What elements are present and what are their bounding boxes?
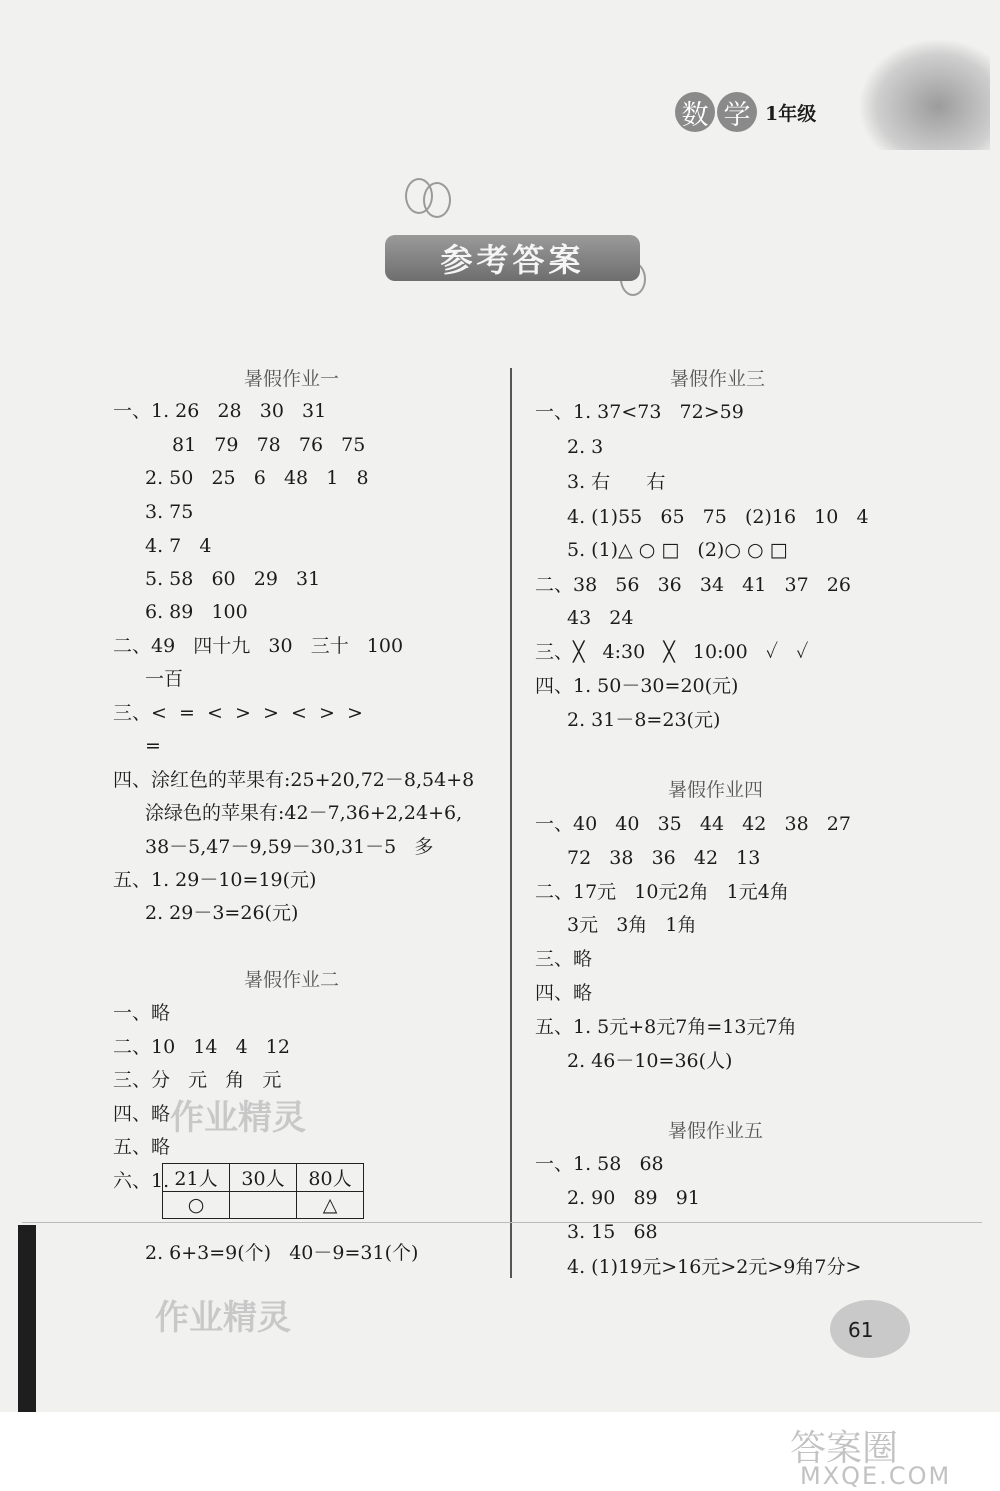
section-heading: 暑假作业三 (670, 368, 766, 390)
balloon-icon (423, 182, 451, 218)
answer-line: 5. (1)△ ○ □ (2)○ ○ □ (567, 539, 788, 561)
answer-line: 一、40 40 35 44 42 38 27 (535, 813, 851, 835)
answer-table (162, 1163, 364, 1219)
horizontal-rule (22, 1222, 982, 1223)
answer-line: 三、分 元 角 元 (113, 1069, 282, 1091)
grade-label: 1年级 (765, 102, 817, 125)
answer-line: 3. 右 右 (567, 471, 666, 493)
lotus-decoration (860, 40, 990, 150)
table-cell: 21人 (163, 1164, 230, 1192)
table-row (163, 1164, 364, 1192)
answer-line: 六、1. (113, 1170, 170, 1192)
table-cell (230, 1192, 297, 1219)
watermark-url: MXQE.COM (800, 1462, 952, 1490)
page-title: 参考答案 (385, 235, 640, 281)
answer-line: 三、╳ 4:30 ╳ 10:00 ✓ ✓ (535, 641, 809, 663)
answer-line: 4. (1)55 65 75 (2)16 10 4 (567, 506, 869, 528)
binding-edge (18, 1225, 36, 1415)
watermark-faint: 作业精灵 (170, 1098, 306, 1138)
answer-line: 三、略 (535, 948, 593, 970)
header (675, 92, 816, 132)
answer-line: 43 24 (567, 607, 634, 629)
table-row (163, 1192, 364, 1219)
page-number: 61 (848, 1318, 874, 1342)
answer-line: 2. 46－10=36(人) (567, 1050, 733, 1072)
answer-line: 三、< = < > > < > > (113, 702, 363, 724)
answer-line: 38－5,47－9,59－30,31－5 多 (145, 836, 434, 858)
answer-line: 五、1. 29－10=19(元) (113, 869, 317, 891)
answer-line: 二、38 56 36 34 41 37 26 (535, 574, 851, 596)
answer-line: 2. 90 89 91 (567, 1187, 700, 1209)
answer-line: 涂绿色的苹果有:42－7,36+2,24+6, (145, 802, 463, 824)
answer-line: 五、1. 5元+8元7角=13元7角 (535, 1016, 797, 1038)
answer-line: 72 38 36 42 13 (567, 847, 761, 869)
answer-line: 2. 3 (567, 436, 604, 458)
answer-line: 81 79 78 76 75 (172, 434, 366, 456)
watermark-faint: 作业精灵 (155, 1298, 291, 1338)
answer-line: 5. 58 60 29 31 (145, 568, 321, 590)
answer-line: 二、17元 10元2角 1元4角 (535, 881, 789, 903)
answer-line: 6. 89 100 (145, 601, 248, 623)
answer-line: 一百 (145, 668, 184, 690)
section-heading: 暑假作业一 (244, 368, 340, 390)
answer-line: 3元 3角 1角 (567, 914, 697, 936)
answer-line: 一、1. 58 68 (535, 1153, 664, 1175)
answer-line: 四、涂红色的苹果有:25+20,72－8,54+8 (113, 769, 475, 791)
subject-char-1: 数 (675, 92, 715, 132)
answer-line: 4. 7 4 (145, 535, 212, 557)
answer-line: 二、10 14 4 12 (113, 1036, 290, 1058)
answer-line: 四、略 (113, 1103, 171, 1125)
section-heading: 暑假作业二 (244, 969, 340, 991)
answer-line: 2. 50 25 6 48 1 8 (145, 467, 369, 489)
answer-line: 一、1. 26 28 30 31 (113, 400, 327, 422)
section-heading: 暑假作业四 (668, 779, 764, 801)
table-cell: ○ (163, 1192, 230, 1219)
table-cell: 80人 (297, 1164, 364, 1192)
answer-line: 四、1. 50－30=20(元) (535, 675, 739, 697)
table-cell: 30人 (230, 1164, 297, 1192)
answer-line: 4. (1)19元>16元>2元>9角7分> (567, 1256, 862, 1278)
answer-line: 五、略 (113, 1136, 171, 1158)
subject-char-2: 学 (717, 92, 757, 132)
answer-line: 四、略 (535, 982, 593, 1004)
answer-line: 3. 15 68 (567, 1221, 658, 1243)
answer-line: 2. 29－3=26(元) (145, 902, 299, 924)
answer-line: 二、49 四十九 30 三十 100 (113, 635, 404, 657)
answer-line: 一、1. 37<73 72>59 (535, 401, 744, 423)
column-divider (510, 368, 512, 1278)
section-heading: 暑假作业五 (668, 1120, 764, 1142)
answer-line: 2. 6+3=9(个) 40－9=31(个) (145, 1242, 419, 1264)
answer-line: 一、略 (113, 1002, 171, 1024)
table-cell: △ (297, 1192, 364, 1219)
watermark-logo: 答案圈 (790, 1428, 899, 1469)
answer-line: 2. 31－8=23(元) (567, 709, 721, 731)
answer-line: 3. 75 (145, 501, 194, 523)
answer-line: = (145, 735, 161, 757)
